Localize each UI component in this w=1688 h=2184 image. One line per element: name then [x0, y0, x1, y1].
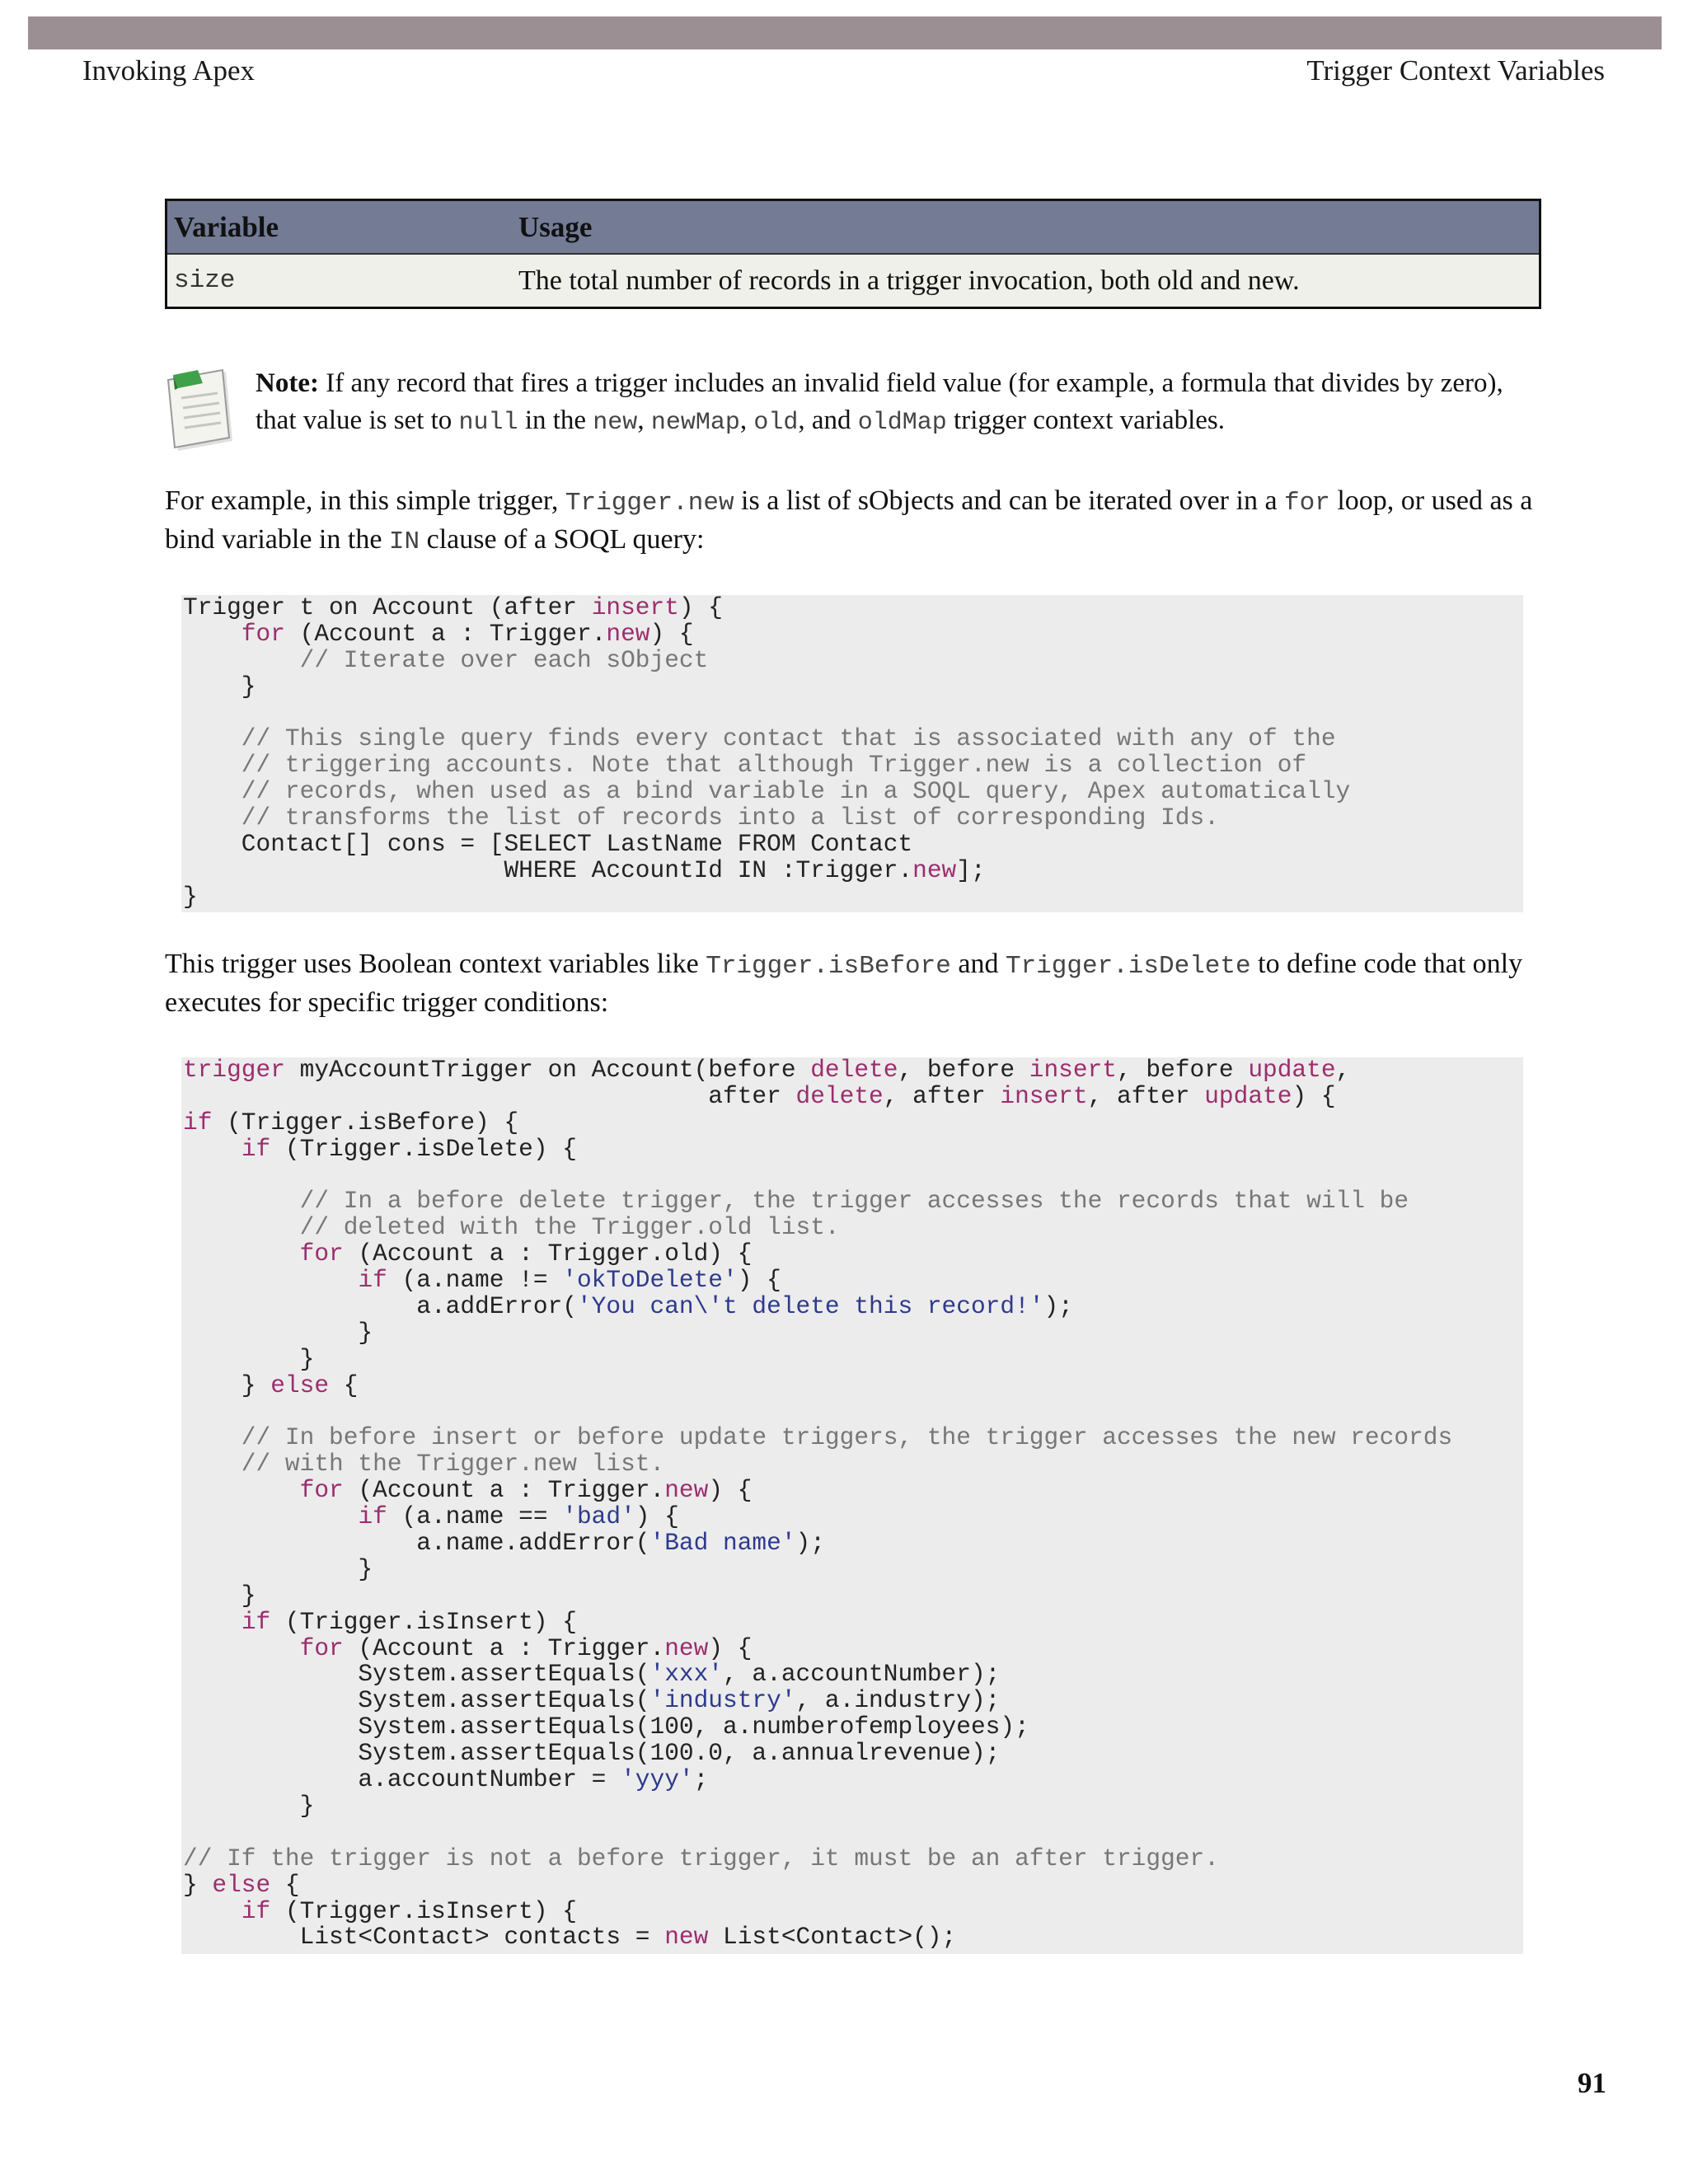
- code-line: [181, 1134, 1523, 1163]
- code-token: for: [299, 1476, 344, 1505]
- code-token: 'bad': [562, 1502, 635, 1531]
- note-text-segment: trigger context variables.: [946, 405, 1225, 435]
- code-token: }: [183, 672, 256, 701]
- code-token: [183, 1634, 300, 1662]
- header-bar: [28, 16, 1662, 49]
- code-token: Trigger t on Account (after: [183, 593, 592, 621]
- code-token: new: [606, 619, 650, 648]
- code-token: [183, 620, 241, 648]
- code-token: 'yyy': [621, 1765, 694, 1794]
- code-token: [183, 1476, 300, 1504]
- code-line: [181, 1820, 1523, 1846]
- code-token: 'Bad name': [649, 1529, 796, 1558]
- code-token: ) {: [708, 1476, 753, 1505]
- code-line: [181, 645, 1523, 674]
- code-token: (Trigger.isDelete) {: [270, 1134, 577, 1163]
- code-token: a.name.addError(: [183, 1529, 650, 1558]
- code-token: (Account a : Trigger.: [343, 1633, 665, 1662]
- code-line: [181, 1741, 1523, 1767]
- code-line: [181, 1451, 1523, 1478]
- code-token: ) {: [708, 1633, 753, 1662]
- code-token: ) {: [649, 619, 694, 648]
- code-line: [181, 595, 1523, 621]
- code-line: [181, 1425, 1523, 1451]
- code-line: [181, 1504, 1523, 1530]
- code-token: }: [183, 1581, 256, 1610]
- code-token: WHERE AccountId IN :Trigger.: [183, 855, 913, 884]
- code-token: for: [299, 1240, 344, 1268]
- code-token: , a.accountNumber);: [723, 1660, 1001, 1689]
- code-block-simple-trigger: [181, 595, 1523, 912]
- code-token: // In before insert or before update triggers, the trigger accesses the new records: [183, 1423, 1453, 1452]
- code-line: [181, 701, 1523, 727]
- code-token: [183, 1502, 358, 1530]
- code-token: new: [912, 855, 957, 884]
- code-token: (Trigger.isBefore) {: [212, 1108, 519, 1137]
- code-token: for: [299, 1633, 344, 1662]
- code-token: 'industry': [649, 1686, 796, 1715]
- code-token: (Account a : Trigger.: [284, 619, 607, 648]
- code-line: [181, 1294, 1523, 1320]
- code-line: [181, 1110, 1523, 1137]
- note-icon: [165, 365, 239, 456]
- code-token: ) {: [737, 1266, 781, 1295]
- code-line: [181, 779, 1523, 805]
- note-text-segment: ,: [739, 405, 754, 435]
- note-text-segment: in the: [518, 405, 593, 435]
- code-line: [181, 1714, 1523, 1741]
- note-text-segment: ,: [637, 405, 651, 435]
- code-token: , after: [883, 1081, 1001, 1110]
- code-token: [183, 1608, 241, 1636]
- code-line: [181, 1081, 1523, 1110]
- paragraph-simple-trigger: [165, 483, 1550, 560]
- code-line: [181, 1530, 1523, 1557]
- code-token: ) {: [635, 1502, 679, 1531]
- code-token: ) {: [1292, 1081, 1336, 1110]
- code-token: // triggering accounts. Note that although Trigger.new is a collection of: [183, 751, 1307, 780]
- code-token: new: [664, 1923, 709, 1952]
- code-token: else: [212, 1870, 271, 1899]
- code-line: [181, 1268, 1523, 1294]
- code-token: // This single query finds every contact that is associated with any of the: [183, 724, 1336, 753]
- text-segment: is a list of sObjects and can be iterated over in a: [734, 485, 1285, 516]
- code-token: // If the trigger is not a before trigger, it must be an after trigger.: [183, 1844, 1219, 1872]
- code-line: [181, 1554, 1523, 1583]
- code-token: List<Contact>();: [708, 1923, 957, 1952]
- code-token: , before: [898, 1056, 1029, 1084]
- code-token: else: [270, 1371, 330, 1399]
- code-line: [181, 1478, 1523, 1504]
- note-text-segment: If any record that fires a trigger includes an invalid field value (for example, a formula that divides by zero), that value is set to: [256, 368, 1503, 435]
- code-token: 'okToDelete': [562, 1266, 738, 1295]
- code-line: [181, 1896, 1523, 1925]
- code-line: [181, 1767, 1523, 1793]
- code-token: if: [358, 1502, 387, 1531]
- code-oldmap: oldMap: [857, 409, 947, 437]
- text-segment: and: [950, 949, 1006, 979]
- code-token: , a.industry);: [795, 1686, 1001, 1715]
- code-token: new: [664, 1476, 709, 1505]
- code-token: ,: [1335, 1056, 1351, 1084]
- code-line: [181, 832, 1523, 858]
- code-token: // Iterate over each sObject: [183, 645, 709, 674]
- code-token: (a.name !=: [387, 1266, 563, 1295]
- running-header-left: Invoking Apex: [82, 54, 256, 87]
- code-token: (Trigger.isInsert) {: [270, 1896, 577, 1925]
- code-trigger: Trigger.: [565, 489, 688, 518]
- variable-table: [165, 199, 1541, 309]
- code-line: [181, 674, 1523, 701]
- column-header-usage: Usage: [518, 210, 593, 243]
- code-token: if: [241, 1134, 271, 1163]
- code-token: insert: [1029, 1056, 1117, 1084]
- code-token: , before: [1117, 1056, 1249, 1084]
- code-line: [181, 855, 1523, 884]
- code-token: );: [1043, 1292, 1073, 1321]
- code-line: [181, 1373, 1523, 1399]
- code-token: 'xxx': [649, 1660, 724, 1689]
- column-header-variable: Variable: [174, 210, 279, 243]
- code-token: update: [1248, 1056, 1336, 1084]
- code-block-account-trigger: [181, 1057, 1523, 1954]
- code-line: [181, 1924, 1523, 1951]
- code-line: [181, 1872, 1523, 1899]
- code-for: for: [1284, 489, 1330, 518]
- code-token: ) {: [678, 593, 724, 621]
- variable-name-cell: size: [174, 266, 236, 295]
- code-token: {: [329, 1371, 359, 1399]
- note-text-segment: , and: [798, 405, 858, 435]
- code-isbefore: Trigger.isBefore: [706, 952, 951, 981]
- code-token: [183, 1266, 358, 1294]
- code-line: [181, 1320, 1523, 1347]
- code-token: a.addError(: [183, 1292, 577, 1321]
- code-token: if: [183, 1108, 213, 1137]
- code-token: insert: [1000, 1081, 1088, 1110]
- text-segment: For example, in this simple trigger,: [165, 485, 565, 516]
- code-token: 'You can\'t delete this record!': [576, 1292, 1044, 1321]
- code-token: delete: [810, 1056, 898, 1084]
- code-token: System.assertEquals(100, a.numberofemployees);: [183, 1713, 1029, 1741]
- code-token: (Account a : Trigger.old) {: [343, 1240, 753, 1268]
- code-token: if: [241, 1607, 271, 1636]
- code-token: ;: [693, 1765, 709, 1794]
- code-token: {: [270, 1870, 300, 1899]
- code-token: [183, 1240, 300, 1268]
- code-token: (Trigger.isInsert) {: [270, 1607, 577, 1636]
- code-null: null: [458, 409, 518, 437]
- note-text: [256, 365, 1550, 442]
- text-segment: clause of a SOQL query:: [420, 524, 705, 555]
- code-token: if: [358, 1266, 387, 1295]
- code-line: [181, 884, 1523, 911]
- code-line: [181, 1633, 1523, 1662]
- page-number: 91: [1578, 2067, 1606, 2099]
- code-line: [181, 1215, 1523, 1241]
- code-line: [181, 1344, 1523, 1373]
- code-token: List<Contact> contacts =: [183, 1923, 665, 1952]
- note-label: Note:: [256, 368, 319, 398]
- code-line: [181, 752, 1523, 779]
- code-token: }: [183, 882, 198, 911]
- code-token: after: [183, 1081, 796, 1110]
- code-token: }: [183, 1554, 373, 1583]
- code-token: // deleted with the Trigger.old list.: [183, 1213, 840, 1242]
- code-token: System.assertEquals(100.0, a.annualrevenue);: [183, 1739, 1001, 1768]
- code-token: (Account a : Trigger.: [343, 1476, 665, 1505]
- code-token: if: [241, 1896, 271, 1925]
- code-token: // In a before delete trigger, the trigger accesses the records that will be: [183, 1187, 1409, 1216]
- code-token: // records, when used as a bind variable in a SOQL query, Apex automatically: [183, 777, 1351, 806]
- code-token: // with the Trigger.new list.: [183, 1450, 665, 1479]
- code-token: Contact[] cons = [SELECT LastName FROM Contact: [183, 830, 913, 859]
- code-line: [181, 805, 1523, 832]
- code-token: a.accountNumber =: [183, 1765, 621, 1794]
- code-token: System.assertEquals(: [183, 1686, 650, 1715]
- code-token: new: [664, 1633, 709, 1662]
- code-line: [181, 1241, 1523, 1268]
- paragraph-boolean-context: [165, 946, 1550, 1021]
- usage-cell: The total number of records in a trigger invocation, both old and new.: [518, 265, 1300, 296]
- code-in: IN: [388, 527, 420, 556]
- code-token: update: [1204, 1081, 1292, 1110]
- code-line: [181, 726, 1523, 752]
- code-line: [181, 1793, 1523, 1820]
- code-old: old: [753, 409, 799, 437]
- code-line: [181, 621, 1523, 648]
- code-token: );: [795, 1529, 825, 1558]
- code-newmap: newMap: [650, 409, 740, 437]
- code-token: for: [241, 619, 285, 648]
- code-token: [183, 1135, 241, 1163]
- code-line: [181, 1607, 1523, 1636]
- code-line: [181, 1163, 1523, 1189]
- code-isdelete: Trigger.isDelete: [1005, 952, 1251, 981]
- code-line: [181, 1399, 1523, 1426]
- code-token: }: [183, 1791, 315, 1820]
- text-segment: loop, or used as a bind variable in the: [165, 485, 1533, 555]
- code-token: myAccountTrigger on Account(before: [284, 1056, 811, 1084]
- code-token: trigger: [183, 1056, 285, 1084]
- code-new: new: [687, 489, 734, 518]
- code-token: System.assertEquals(: [183, 1660, 650, 1689]
- code-token: }: [183, 1371, 271, 1399]
- code-line: [181, 1661, 1523, 1688]
- code-new: new: [593, 409, 638, 437]
- code-token: }: [183, 1344, 315, 1373]
- code-line: [181, 1188, 1523, 1215]
- code-token: , after: [1087, 1081, 1205, 1110]
- running-header-right: Trigger Context Variables: [1306, 54, 1605, 87]
- text-segment: to define code that only executes for specific trigger conditions:: [165, 949, 1523, 1018]
- code-token: (a.name ==: [387, 1502, 563, 1531]
- text-segment: This trigger uses Boolean context variables like: [165, 949, 706, 979]
- code-token: }: [183, 1870, 213, 1899]
- code-line: [181, 1583, 1523, 1610]
- table-header-row: [167, 201, 1539, 255]
- code-token: [183, 1897, 241, 1925]
- code-token: ];: [956, 855, 986, 884]
- code-token: // transforms the list of records into a list of corresponding Ids.: [183, 804, 1219, 832]
- code-token: }: [183, 1318, 373, 1347]
- code-token: insert: [591, 593, 679, 621]
- code-token: delete: [795, 1081, 884, 1110]
- table-row: [167, 255, 1539, 307]
- code-line: [181, 1057, 1523, 1084]
- code-line: [181, 1688, 1523, 1714]
- code-line: [181, 1846, 1523, 1872]
